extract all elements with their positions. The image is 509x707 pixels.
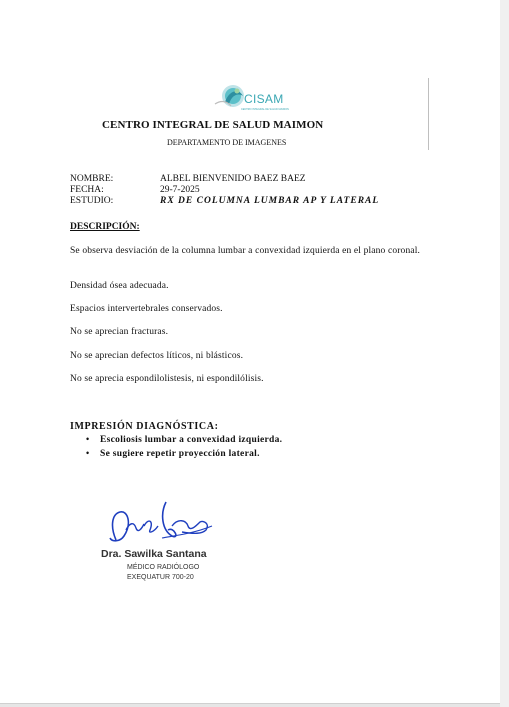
- logo-subtext: CENTRO INTEGRAL DE SALUD MAIMON: [241, 108, 289, 111]
- date-label: FECHA:: [70, 185, 104, 195]
- organization-name: CENTRO INTEGRAL DE SALUD MAIMON: [102, 119, 324, 131]
- header-divider: [428, 78, 429, 150]
- description-line: No se aprecian defectos líticos, ni blásticos.: [70, 351, 244, 361]
- logo-text: CISAM: [244, 92, 284, 106]
- name-value: ALBEL BIENVENIDO BAEZ BAEZ: [160, 174, 306, 184]
- bullet-icon: •: [86, 448, 90, 458]
- description-line: No se aprecian fracturas.: [70, 327, 169, 337]
- signer-title: MÉDICO RADIÓLOGO: [127, 564, 200, 571]
- impression-item: [86, 447, 282, 461]
- description-heading: DESCRIPCIÓN:: [70, 222, 140, 232]
- description-line: Densidad ósea adecuada.: [70, 281, 169, 291]
- description-line: No se aprecia espondilolistesis, ni espondilólisis.: [70, 374, 264, 384]
- date-row: [70, 185, 379, 196]
- impression-heading: IMPRESIÓN DIAGNÓSTICA:: [70, 421, 219, 432]
- description-line: Se observa desviación de la columna lumbar a convexidad izquierda en el plano coronal.: [70, 246, 421, 256]
- impression-item-text: Escoliosis lumbar a convexidad izquierda.: [100, 435, 283, 445]
- impression-list: [86, 433, 282, 461]
- study-label: ESTUDIO:: [70, 196, 114, 206]
- bullet-icon: •: [86, 434, 90, 444]
- date-value: 29-7-2025: [160, 185, 200, 195]
- impression-item: [86, 433, 282, 447]
- department-name: DEPARTAMENTO DE IMAGENES: [167, 138, 287, 147]
- patient-info: [70, 174, 379, 207]
- study-row: [70, 196, 379, 207]
- vertical-scrollbar[interactable]: [500, 0, 509, 707]
- description-line: Espacios intervertebrales conservados.: [70, 304, 223, 314]
- impression-item-text: Se sugiere repetir proyección lateral.: [100, 449, 260, 459]
- name-label: NOMBRE:: [70, 174, 114, 184]
- name-row: [70, 174, 379, 185]
- signer-exequatur: EXEQUATUR 700-20: [127, 574, 194, 581]
- study-value: RX DE COLUMNA LUMBAR AP Y LATERAL: [160, 196, 380, 206]
- handwritten-signature-icon: [102, 496, 217, 548]
- signer-name: Dra. Sawilka Santana: [101, 548, 207, 560]
